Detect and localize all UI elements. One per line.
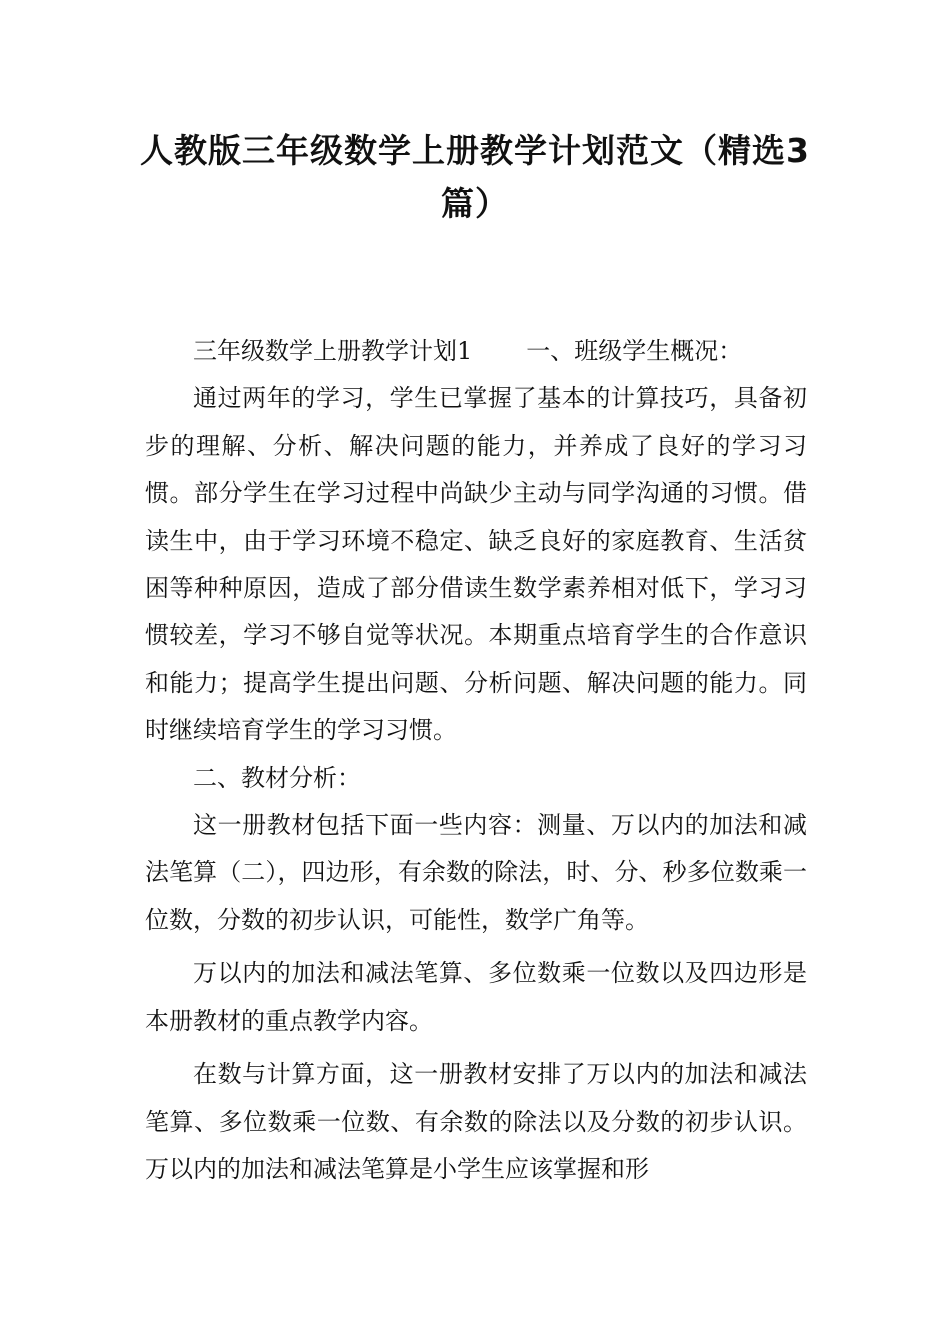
document-body (145, 328, 807, 1193)
paragraph-computation: 在数与计算方面，这一册教材安排了万以内的加法和减法笔算、多位数乘一位数、有余数的除法以及分数的初步认识。万以内的加法和减法笔算是小学生应该掌握和形 (145, 1060, 807, 1183)
plan-heading: 三年级数学上册教学计划1 (193, 337, 473, 365)
document-title: 人教版三年级数学上册教学计划范文（精选3篇） (140, 131, 810, 223)
section-heading-textbook: 二、教材分析： (193, 763, 361, 792)
section-heading-students: 一、班级学生概况： (526, 337, 743, 365)
paragraph-textbook-contents: 这一册教材包括下面一些内容：测量、万以内的加法和减法笔算（二），四边形，有余数的除法，时、分、秒多位数乘一位数，分数的初步认识，可能性，数学广角等。 (145, 811, 807, 934)
paragraph-students-overview: 通过两年的学习，学生已掌握了基本的计算技巧，具备初步的理解、分析、解决问题的能力，并养成了良好的学习习惯。部分学生在学习过程中尚缺少主动与同学沟通的习惯。借读生中，由于学习环境不稳定、缺乏良好的家庭教育、生活贫困等种种原因，造成了部分借读生数学素养相对低下，学习习惯较差，学习不够自觉等状况。本期重点培育学生的合作意识和能力；提高学生提出问题、分析问题、解决问题的能力。同时继续培育学生的学习习惯。 (145, 384, 807, 745)
paragraph-key-content: 万以内的加法和减法笔算、多位数乘一位数以及四边形是本册教材的重点教学内容。 (145, 959, 807, 1035)
plan-heading-line (145, 328, 807, 375)
